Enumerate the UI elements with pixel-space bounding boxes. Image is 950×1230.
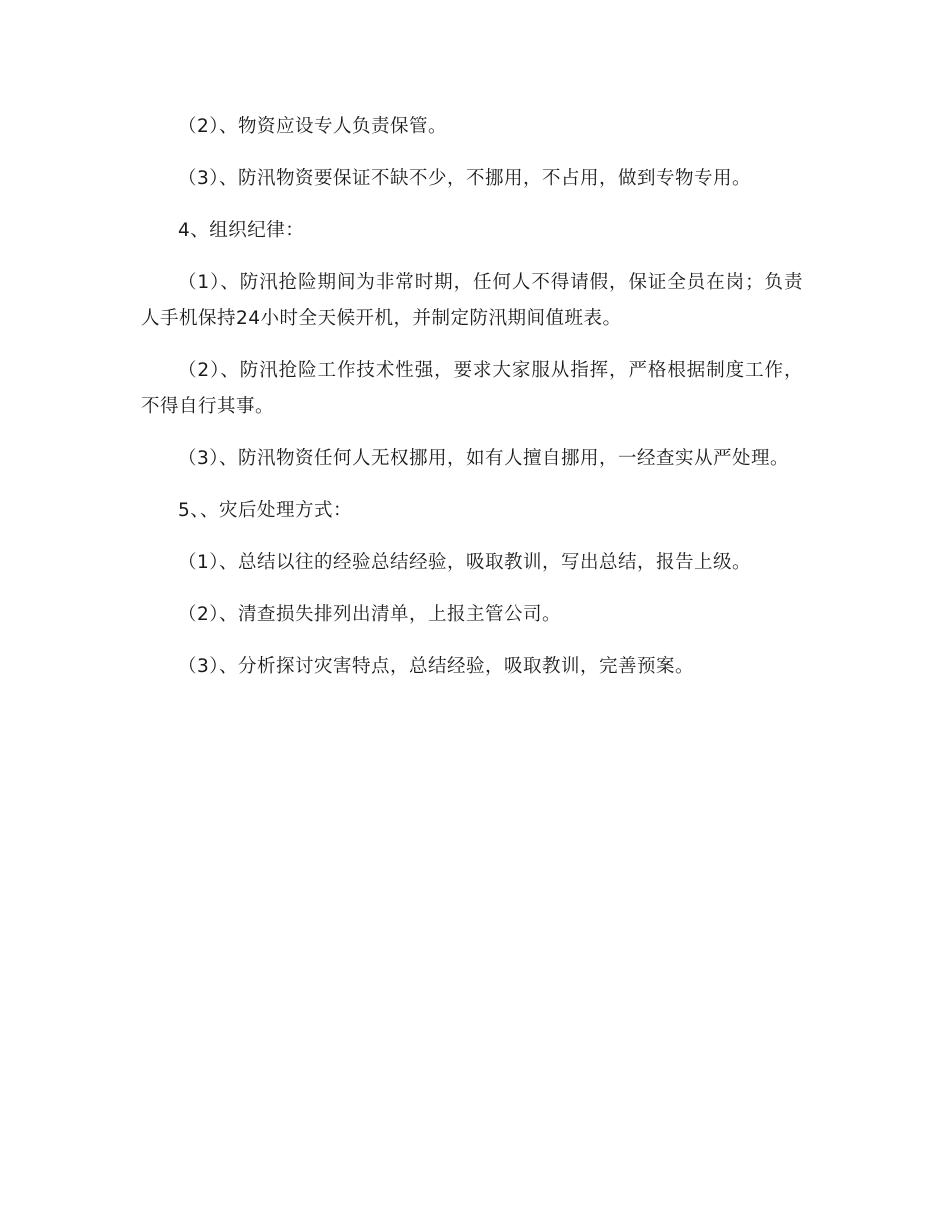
paragraph-loss-inventory: （2）、清查损失排列出清单，上报主管公司。 [178,604,562,625]
paragraph-material-custodian: （2）、物资应设专人负责保管。 [178,116,448,137]
section-heading-post-disaster: 5、、灾后处理方式： [178,500,353,521]
paragraph-analyze-improve: （3）、分析探讨灾害特点，总结经验，吸取教训，完善预案。 [178,656,695,677]
paragraph-no-leave: （1）、防汛抢险期间为非常时期，任何人不得请假，保证全员在岗；负责人手机保持24小时全天候开机，并制定防汛期间值班表。 [141,272,803,329]
paragraph-material-dedicated-use: （3）、防汛物资要保证不缺不少，不挪用，不占用，做到专物专用。 [178,168,752,189]
section-heading-discipline: 4、组织纪律： [178,220,305,241]
paragraph-obey-command: （2）、防汛抢险工作技术性强，要求大家服从指挥，严格根据制度工作，不得自行其事。 [141,360,803,417]
paragraph-no-misappropriation: （3）、防汛物资任何人无权挪用，如有人擅自挪用，一经查实从严处理。 [178,448,790,469]
paragraph-summarize-report: （1）、总结以往的经验总结经验，吸取教训，写出总结，报告上级。 [178,552,752,573]
document-body [141,109,803,701]
